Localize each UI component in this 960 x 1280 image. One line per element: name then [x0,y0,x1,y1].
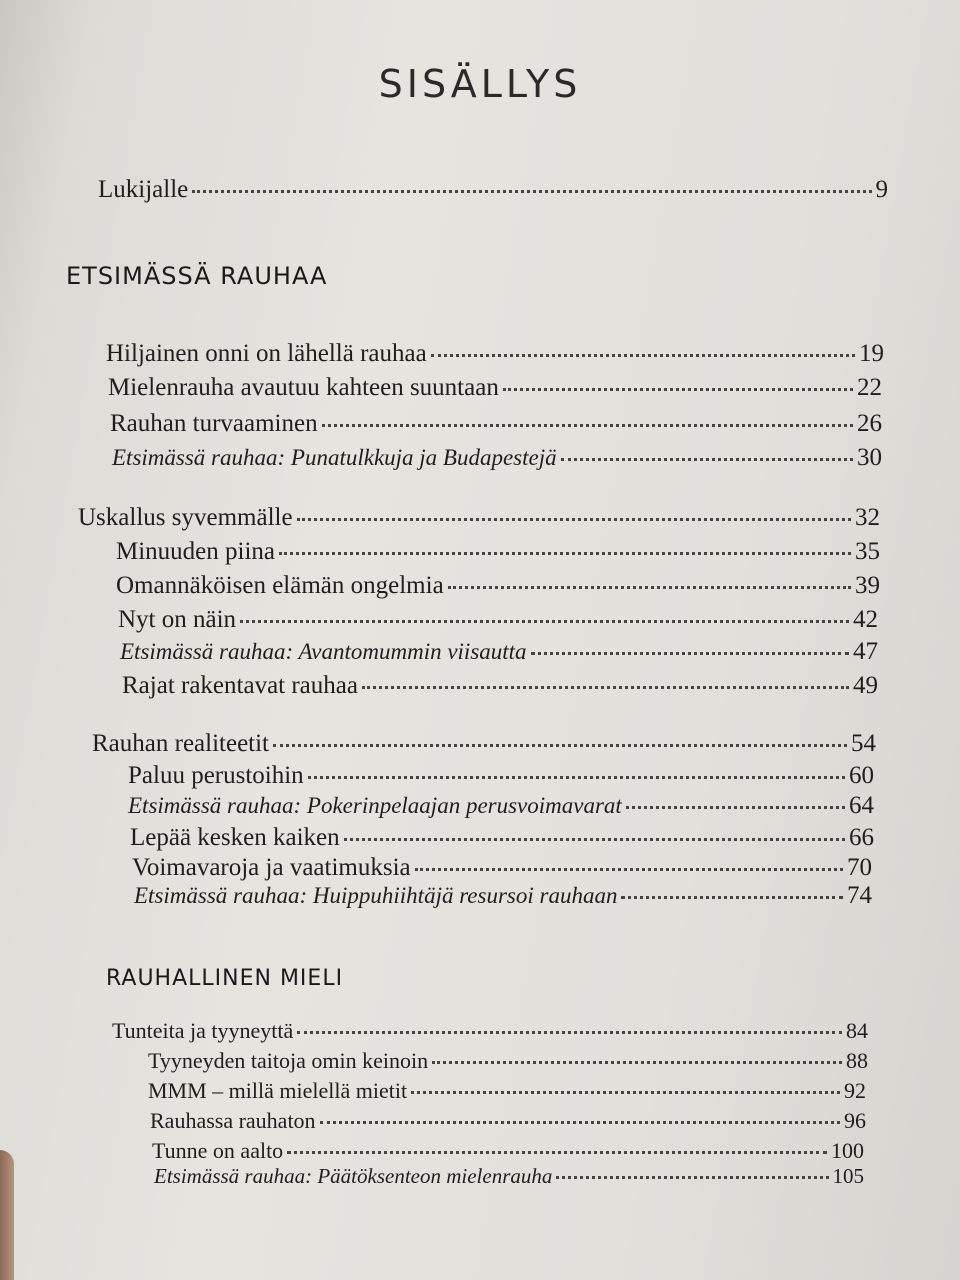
dot-leader [626,806,845,809]
toc-entry-page: 92 [844,1078,866,1103]
finger-shadow [0,1150,14,1280]
toc-entry-page: 54 [851,730,876,757]
section-heading: ETSIMÄSSÄ RAUHAA [66,262,328,290]
toc-entry-page: 26 [857,410,882,437]
toc-entry-page: 42 [853,606,878,633]
toc-entry-label: MMM – millä mielellä mietit [148,1078,408,1103]
toc-entry-page: 60 [849,762,874,789]
dot-leader [362,686,849,689]
toc-entry-page: 88 [846,1048,868,1073]
dot-leader [531,652,849,655]
toc-entry [128,792,874,820]
toc-entry-page: 39 [855,572,880,599]
toc-entry-page: 100 [831,1138,864,1163]
toc-entry-page: 74 [847,882,872,909]
toc-entry [154,1164,864,1189]
dot-leader [411,1091,840,1094]
toc-entry [108,374,882,402]
dot-leader [621,896,843,899]
dot-leader [448,586,851,589]
dot-leader [240,620,849,623]
toc-entry-page: 22 [857,374,882,401]
toc-entry-label: Etsimässä rauhaa: Huippuhiihtäjä resursoi rauhaan [134,883,618,908]
toc-entry-label: Omannäköisen elämän ongelmia [116,572,444,599]
dot-leader [561,458,853,461]
toc-entry-page: 30 [857,444,882,471]
toc-entry-label: Lukijalle [98,176,189,203]
toc-entry-page: 49 [853,672,878,699]
toc-entry-intro [98,176,888,204]
toc-entry-label: Rauhassa rauhaton [150,1108,316,1133]
toc-entry [120,638,878,666]
dot-leader [503,388,853,391]
toc-entry [128,762,874,790]
dot-leader [192,190,871,193]
dot-leader [308,776,845,779]
toc-entry-page: 105 [832,1164,864,1188]
toc-entry-page: 96 [844,1108,866,1133]
toc-entry-page: 35 [855,538,880,565]
toc-entry-label: Mielenrauha avautuu kahteen suuntaan [108,374,499,401]
toc-entry-label: Tunne on aalto [152,1138,284,1163]
section-heading: RAUHALLINEN MIELI [106,966,344,991]
toc-entry [112,444,882,472]
toc-entry-label: Minuuden piina [116,538,276,565]
dot-leader [431,354,855,357]
toc-entry-page: 32 [855,504,880,531]
toc-entry [122,672,878,700]
toc-entry [106,340,884,368]
dot-leader [556,1176,828,1179]
toc-entry [118,606,878,634]
toc-entry-label: Uskallus syvemmälle [78,504,293,531]
toc-entry [150,1108,866,1134]
toc-entry-label: Voimavaroja ja vaatimuksia [132,854,411,881]
dot-leader [320,1121,840,1124]
dot-leader [432,1061,842,1064]
toc-entry-label: Etsimässä rauhaa: Punatulkkuja ja Budapestejä [112,445,557,470]
toc-entry-label: Rauhan realiteetit [92,730,270,757]
dot-leader [344,838,845,841]
toc-entry [116,572,880,600]
toc-entry-label: Hiljainen onni on lähellä rauhaa [106,340,427,367]
toc-entry-label: Rajat rakentavat rauhaa [122,672,358,699]
toc-entry [110,410,882,438]
toc-entry [130,824,874,852]
toc-entry-page: 84 [846,1018,868,1043]
toc-entry-page: 19 [859,340,884,367]
toc-entry [78,504,880,532]
page-title: SISÄLLYS [378,62,582,106]
toc-entry [148,1078,866,1104]
toc-entry-label: Etsimässä rauhaa: Pokerinpelaajan perusvoimavarat [128,793,622,818]
toc-entry-label: Etsimässä rauhaa: Avantomummin viisautta [120,639,527,664]
toc-entry-label: Nyt on näin [118,606,237,633]
toc-entry [116,538,880,566]
toc-entry-page: 9 [875,176,888,203]
toc-entry-label: Etsimässä rauhaa: Päätöksenteon mielenrauha [154,1164,553,1188]
toc-entry [152,1138,864,1164]
toc-entry-page: 70 [847,854,872,881]
dot-leader [273,744,847,747]
dot-leader [297,518,851,521]
dot-leader [279,552,851,555]
dot-leader [322,424,853,427]
toc-entry [92,730,876,758]
toc-entry [134,882,872,910]
toc-entry [112,1018,868,1044]
toc-entry [132,854,872,882]
dot-leader [287,1151,827,1154]
toc-entry-page: 47 [853,638,878,665]
toc-entry-label: Lepää kesken kaiken [130,824,340,851]
toc-entry-page: 64 [849,792,874,819]
toc-entry [148,1048,868,1074]
toc-entry-label: Paluu perustoihin [128,762,304,789]
toc-entry-label: Tyyneyden taitoja omin keinoin [148,1048,429,1073]
dot-leader [415,868,843,871]
toc-entry-label: Rauhan turvaaminen [110,410,318,437]
dot-leader [297,1031,842,1034]
toc-entry-page: 66 [849,824,874,851]
toc-entry-label: Tunteita ja tyyneyttä [112,1018,294,1043]
